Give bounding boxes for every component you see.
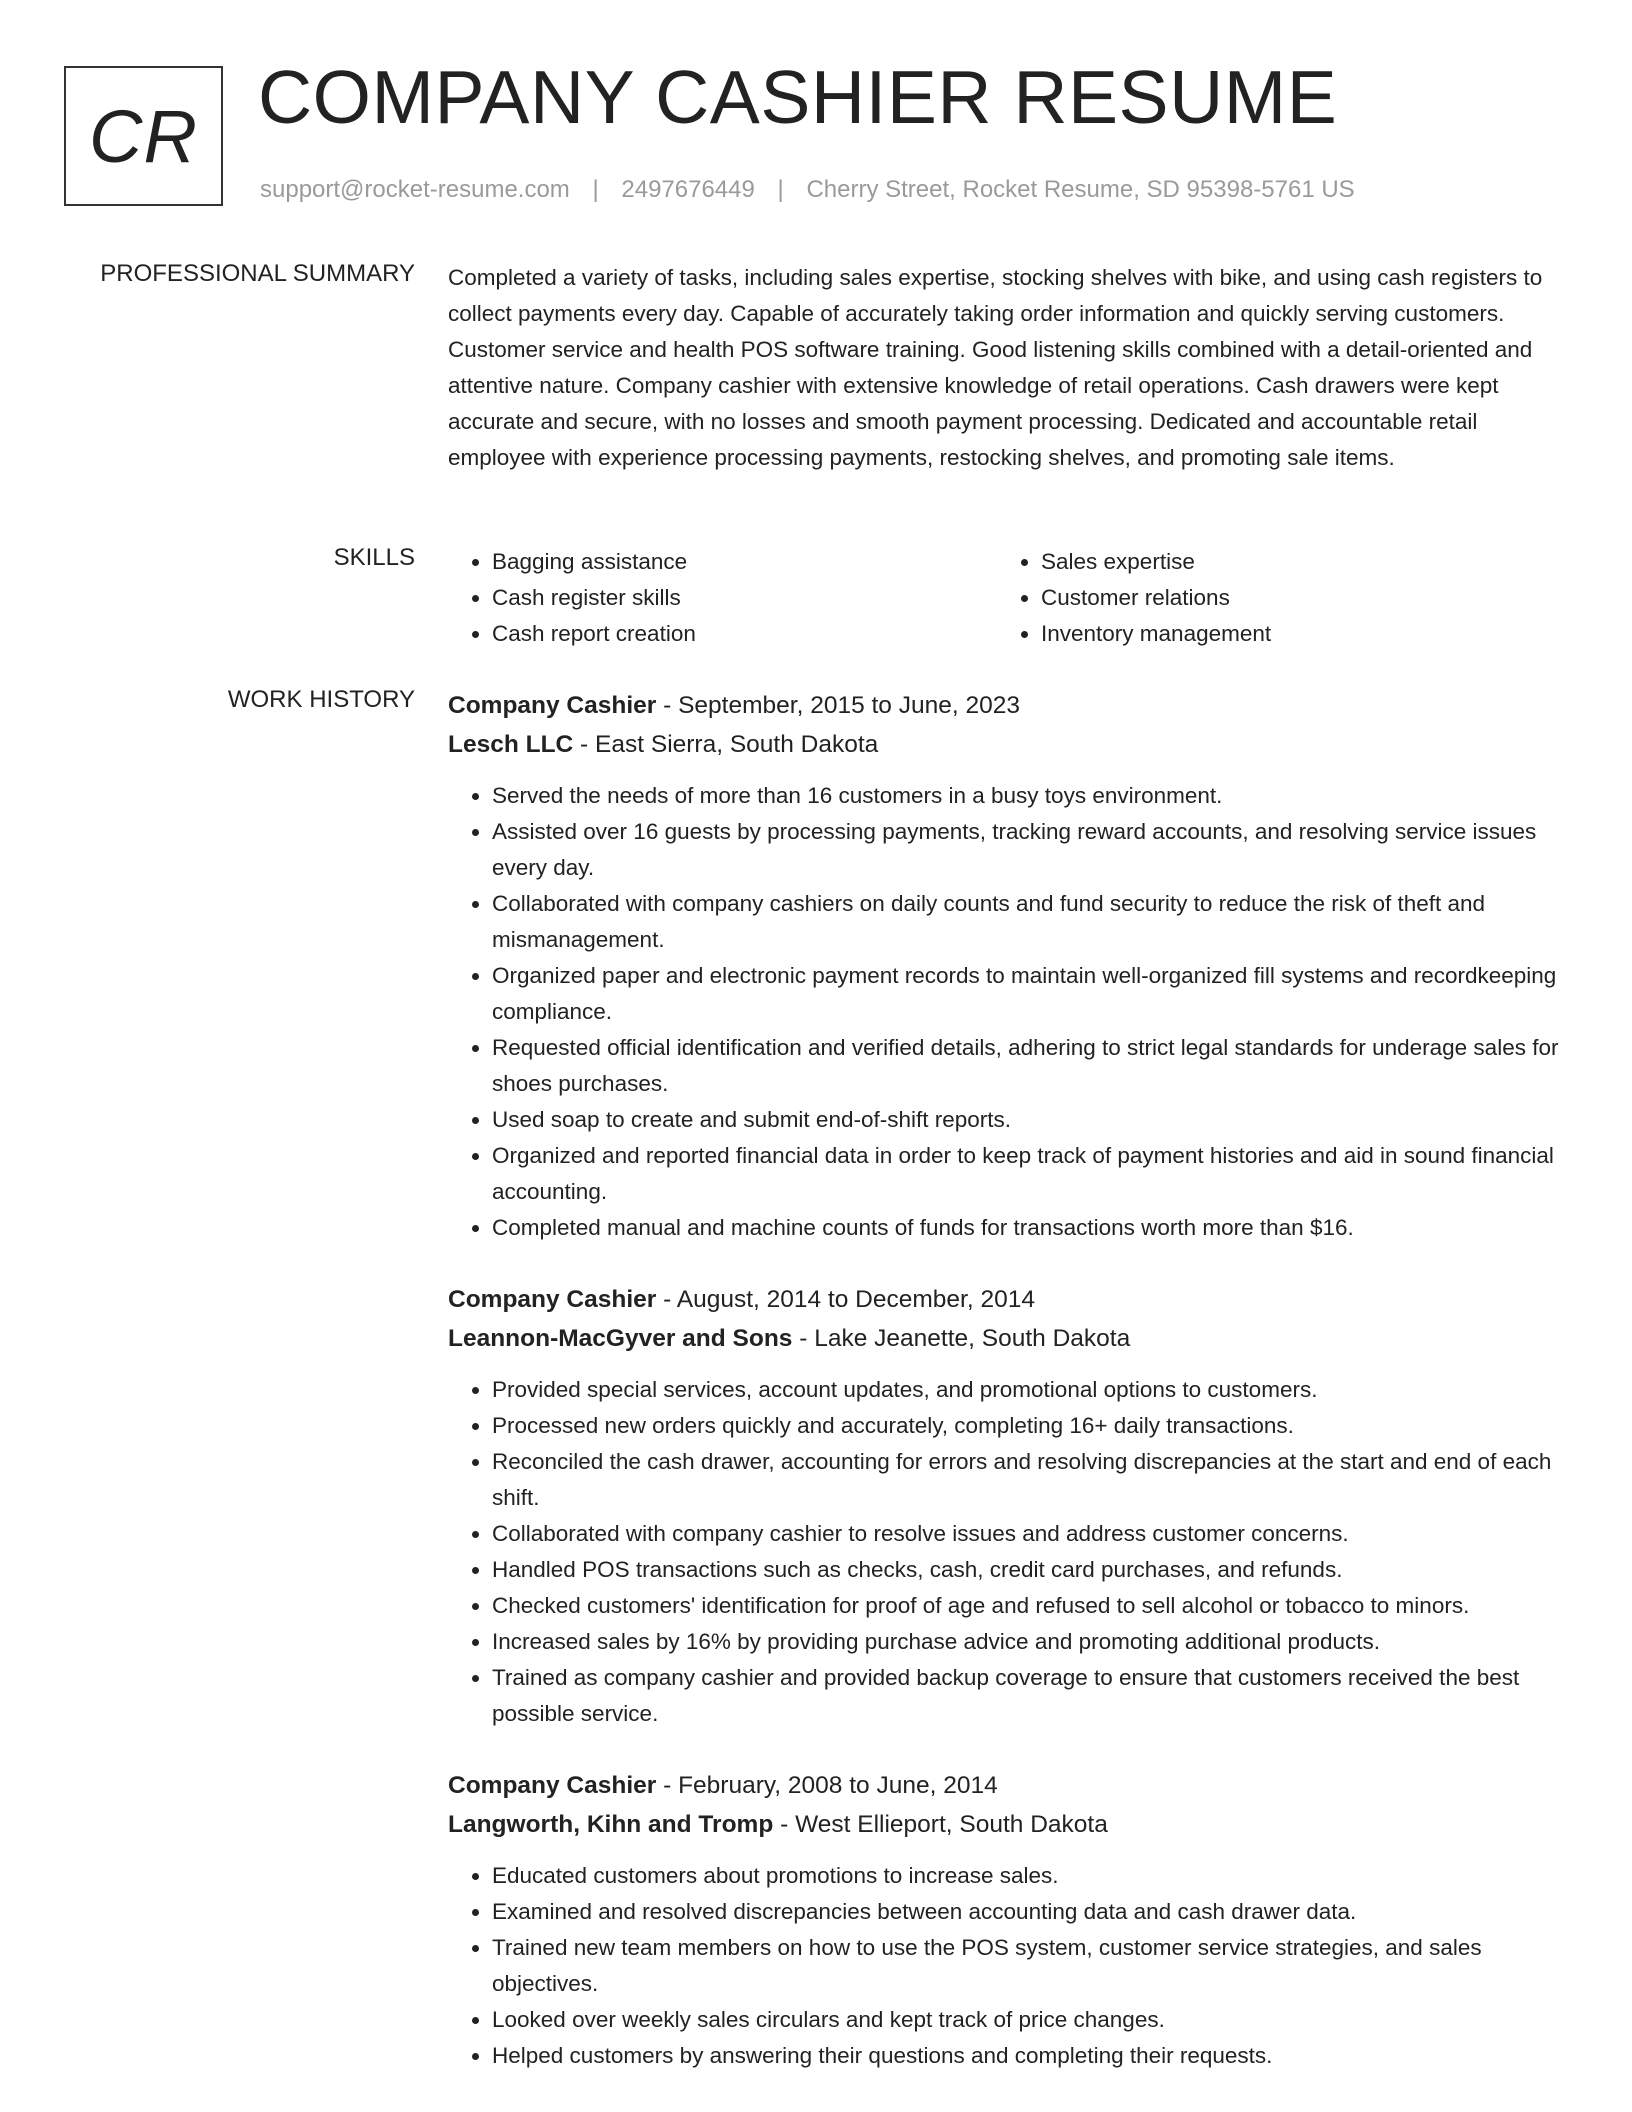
job-bullet: • Looked over weekly sales circulars and kept track of price changes. — [492, 2002, 1570, 2038]
job-bullet: • Helped customers by answering their questions and completing their requests. — [492, 2038, 1570, 2074]
summary-text: Completed a variety of tasks, including sales expertise, stocking shelves with bike, and using cash registers to collect payments every day. Capable of accurately taking order information and quickly serving customers. Customer service and health POS software training. Good listening skills combined with a detail-oriented and attentive nature. Company cashier with extensive knowledge of retail operations. Cash drawers were kept accurate and secure, with no losses and smooth payment processing. Dedicated and accountable retail employee with experience processing payments, restocking shelves, and promoting sale items. — [448, 265, 1543, 470]
job-bullet: • Assisted over 16 guests by processing payments, tracking reward accounts, and resolving service issues every day. — [492, 814, 1570, 886]
contact-separator: | — [592, 176, 599, 203]
job-dates: - February, 2008 to June, 2014 — [656, 1772, 998, 1799]
contact-address: Cherry Street, Rocket Resume, SD 95398-5761 US — [806, 176, 1355, 203]
job-bullet: • Collaborated with company cashier to resolve issues and address customer concerns. — [492, 1516, 1570, 1552]
job-entry — [448, 1280, 1570, 1732]
skills-heading: SKILLS — [333, 544, 415, 571]
monogram-box — [64, 66, 223, 206]
job-location: - East Sierra, South Dakota — [573, 731, 879, 758]
work-history-heading: WORK HISTORY — [227, 686, 415, 713]
job-bullet: • Increased sales by 16% by providing purchase advice and promoting additional products. — [492, 1624, 1570, 1660]
job-company-line — [448, 1319, 1570, 1358]
job-company: Leannon-MacGyver and Sons — [448, 1325, 793, 1352]
job-title: Company Cashier — [448, 692, 657, 719]
job-bullet: • Collaborated with company cashiers on daily counts and fund security to reduce the risk of theft and mismanagement. — [492, 886, 1570, 958]
job-location: - Lake Jeanette, South Dakota — [792, 1325, 1131, 1352]
skill-item: • Cash report creation — [492, 616, 997, 652]
job-bullet: • Organized and reported financial data in order to keep track of payment histories and aid in sound financial accounting. — [492, 1138, 1570, 1210]
skills-list-right — [997, 544, 1546, 652]
job-title: Company Cashier — [448, 1286, 657, 1313]
contact-separator: | — [777, 176, 784, 203]
summary-heading: PROFESSIONAL SUMMARY — [100, 260, 415, 287]
job-bullet: • Used soap to create and submit end-of-shift reports. — [492, 1102, 1570, 1138]
job-bullet: • Completed manual and machine counts of funds for transactions worth more than $16. — [492, 1210, 1570, 1246]
job-title: Company Cashier — [448, 1772, 657, 1799]
summary-body — [448, 260, 1570, 476]
job-title-line — [448, 1280, 1570, 1319]
job-bullets — [448, 1372, 1570, 1732]
job-bullet: • Trained new team members on how to use the POS system, customer service strategies, and sales objectives. — [492, 1930, 1570, 2002]
skill-item: • Customer relations — [1041, 580, 1546, 616]
job-bullets — [448, 778, 1570, 1246]
job-bullet: • Reconciled the cash drawer, accounting for errors and resolving discrepancies at the start and end of each shift. — [492, 1444, 1570, 1516]
job-title-line — [448, 686, 1570, 725]
job-bullet: • Provided special services, account updates, and promotional options to customers. — [492, 1372, 1570, 1408]
job-bullets — [448, 1858, 1570, 2074]
job-location: - West Ellieport, South Dakota — [773, 1811, 1108, 1838]
job-entry — [448, 686, 1570, 1246]
skill-item: • Bagging assistance — [492, 544, 997, 580]
job-bullet: • Requested official identification and verified details, adhering to strict legal standards for underage sales for shoes purchases. — [492, 1030, 1570, 1102]
skill-item: • Inventory management — [1041, 616, 1546, 652]
contact-email[interactable]: support@rocket-resume.com — [260, 176, 570, 203]
resume-title: COMPANY CASHIER RESUME — [258, 55, 1338, 139]
job-bullet: • Trained as company cashier and provided backup coverage to ensure that customers received the best possible service. — [492, 1660, 1570, 1732]
monogram-initials: CR — [89, 94, 198, 178]
job-bullet: • Processed new orders quickly and accurately, completing 16+ daily transactions. — [492, 1408, 1570, 1444]
job-company-line — [448, 725, 1570, 764]
job-bullet: • Educated customers about promotions to increase sales. — [492, 1858, 1570, 1894]
job-dates: - August, 2014 to December, 2014 — [656, 1286, 1035, 1313]
contact-phone[interactable]: 2497676449 — [621, 176, 755, 203]
job-bullet: • Examined and resolved discrepancies between accounting data and cash drawer data. — [492, 1894, 1570, 1930]
contact-line — [260, 176, 1355, 204]
job-company: Langworth, Kihn and Tromp — [448, 1811, 774, 1838]
skills-list-left — [448, 544, 997, 652]
job-bullet: • Served the needs of more than 16 customers in a busy toys environment. — [492, 778, 1570, 814]
job-title-line — [448, 1766, 1570, 1805]
skill-item: • Sales expertise — [1041, 544, 1546, 580]
job-company: Lesch LLC — [448, 731, 574, 758]
skills-body — [448, 544, 1570, 652]
job-bullet: • Organized paper and electronic payment records to maintain well-organized fill systems and recordkeeping compliance. — [492, 958, 1570, 1030]
job-company-line — [448, 1805, 1570, 1844]
job-dates: - September, 2015 to June, 2023 — [656, 692, 1020, 719]
skill-item: • Cash register skills — [492, 580, 997, 616]
work-history-body — [448, 686, 1570, 2108]
job-entry — [448, 1766, 1570, 2074]
job-bullet: • Handled POS transactions such as checks, cash, credit card purchases, and refunds. — [492, 1552, 1570, 1588]
job-bullet: • Checked customers' identification for proof of age and refused to sell alcohol or tobacco to minors. — [492, 1588, 1570, 1624]
